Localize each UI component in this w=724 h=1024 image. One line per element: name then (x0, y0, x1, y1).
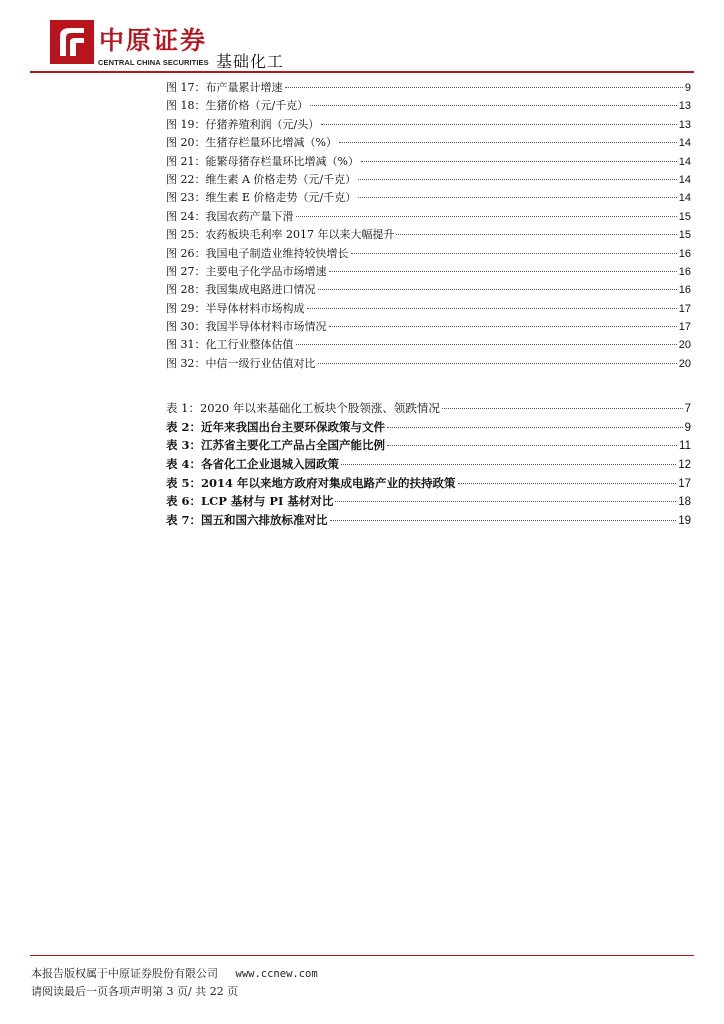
figure-toc-entry[interactable] (166, 281, 691, 299)
figure-toc-entry[interactable] (166, 116, 691, 134)
figure-toc-entry[interactable] (166, 336, 691, 354)
figure-toc-entry-label: 图 26：我国电子制造业维持较快增长 (166, 246, 349, 260)
figure-toc-entry-label: 图 23：维生素 E 价格走势（元/千克） (166, 191, 357, 205)
dot-leader (285, 87, 683, 88)
figure-toc-entry[interactable] (166, 171, 691, 189)
report-section-title: 基础化工 (216, 52, 285, 71)
dot-leader (358, 197, 677, 198)
table-toc-entry-page-number: 19 (678, 515, 691, 528)
dot-leader (358, 179, 677, 180)
table-toc-entry-label: 表 1：2020 年以来基础化工板块个股领涨、领跌情况 (166, 401, 440, 415)
table-toc-entry-label: 表 2：近年来我国出台主要环保政策与文件 (166, 419, 386, 434)
figure-toc-entry[interactable] (166, 79, 691, 97)
figure-toc-entry-page-number: 16 (678, 265, 691, 278)
figure-toc-entry-label: 图 21：能繁母猪存栏量环比增减（%） (166, 154, 359, 168)
table-toc-entry-label: 表 5：2014 年以来地方政府对集成电路产业的扶持政策 (166, 475, 456, 490)
dot-leader (310, 105, 677, 106)
figure-toc-entry-label: 图 17：布产量累计增速 (166, 81, 283, 94)
figure-toc-entry[interactable] (166, 226, 691, 244)
page-header (0, 0, 724, 78)
figure-toc-entry-page-number: 16 (678, 284, 691, 297)
figure-toc-entry-label: 图 27：主要电子化学品市场增速 (166, 264, 327, 278)
table-toc-entry-page-number: 9 (684, 421, 691, 434)
figure-toc-entry-label: 图 28：我国集成电路进口情况 (166, 283, 316, 297)
dot-leader (396, 234, 676, 235)
company-logo-icon (50, 20, 94, 64)
figure-toc-entry-page-number: 14 (678, 192, 691, 205)
dot-leader (307, 308, 677, 309)
figure-toc-entry[interactable] (166, 263, 691, 281)
dot-leader (321, 124, 677, 125)
figure-toc-entry[interactable] (166, 189, 691, 207)
figure-toc-entry-label: 图 25：农药板块毛利率 2017 年以来大幅提升 (166, 228, 395, 242)
dot-leader (318, 363, 677, 364)
figure-toc-entry-label: 图 19：仔猪养殖利润（元/头） (166, 117, 320, 131)
figure-toc-entry-page-number: 17 (678, 321, 691, 334)
table-toc-entry-page-number: 7 (684, 403, 691, 415)
dot-leader (442, 408, 683, 409)
figure-toc-entry-page-number: 15 (678, 210, 691, 223)
dot-leader (339, 142, 677, 143)
table-list (166, 399, 691, 530)
footer-copyright: 本报告版权属于中原证券股份有限公司 (31, 967, 218, 980)
footer-notice: 请阅读最后一页各项声明第 3 页/ 共 22 页 (31, 985, 239, 998)
figure-toc-entry-page-number: 17 (678, 302, 691, 315)
header-divider (30, 71, 694, 73)
figure-toc-entry[interactable] (166, 355, 691, 373)
dot-leader (329, 326, 677, 327)
figure-toc-entry-page-number: 13 (678, 118, 691, 131)
figure-toc-entry[interactable] (166, 134, 691, 152)
dot-leader (335, 501, 676, 502)
footer-copyright-line (31, 965, 318, 981)
table-toc-entry[interactable] (166, 455, 691, 474)
table-toc-entry[interactable] (166, 474, 691, 493)
dot-leader (361, 161, 677, 162)
figure-list (166, 79, 691, 373)
dot-leader (296, 216, 677, 217)
table-toc-entry[interactable] (166, 436, 691, 455)
table-toc-entry-label: 表 4：各省化工企业退城入园政策 (166, 457, 340, 472)
figure-toc-entry-page-number: 9 (684, 82, 691, 94)
figure-toc-entry[interactable] (166, 245, 691, 263)
dot-leader (296, 344, 677, 345)
table-toc-entry-page-number: 12 (678, 459, 691, 472)
figure-toc-entry-label: 图 29：半导体材料市场构成 (166, 301, 305, 315)
dot-leader (387, 427, 683, 428)
dot-leader (387, 445, 677, 446)
figure-toc-entry[interactable] (166, 318, 691, 336)
figure-toc-entry-label: 图 32：中信一级行业估值对比 (166, 356, 316, 370)
figure-toc-entry-label: 图 20：生猪存栏量环比增减（%） (166, 136, 337, 150)
dot-leader (329, 271, 677, 272)
figure-toc-entry[interactable] (166, 208, 691, 226)
figure-toc-entry-page-number: 14 (678, 137, 691, 150)
figure-toc-entry-label: 图 22：维生素 A 价格走势（元/千克） (166, 172, 357, 186)
table-toc-entry[interactable] (166, 399, 691, 418)
figure-toc-entry[interactable] (166, 300, 691, 318)
table-toc-entry[interactable] (166, 511, 691, 530)
figure-toc-entry-label: 图 30：我国半导体材料市场情况 (166, 320, 327, 334)
figure-toc-entry-page-number: 16 (678, 247, 691, 260)
footer-divider (30, 955, 694, 956)
company-name-en: CENTRAL CHINA SECURITIES (98, 58, 209, 67)
table-toc-entry-label: 表 7：国五和国六排放标准对比 (166, 513, 328, 528)
footer-website-link[interactable]: www.ccnew.com (235, 968, 318, 980)
figure-toc-entry-page-number: 14 (678, 173, 691, 186)
table-toc-entry[interactable] (166, 418, 691, 437)
table-toc-entry-label: 表 6：LCP 基材与 PI 基材对比 (166, 494, 334, 509)
figure-toc-entry-page-number: 14 (678, 155, 691, 168)
figure-toc-entry[interactable] (166, 97, 691, 115)
dot-leader (341, 464, 676, 465)
dot-leader (330, 520, 677, 521)
figure-toc-entry-label: 图 18：生猪价格（元/千克） (166, 99, 309, 113)
table-toc-entry-page-number: 17 (678, 477, 691, 490)
dot-leader (458, 483, 677, 484)
table-toc-entry-label: 表 3：江苏省主要化工产品占全国产能比例 (166, 438, 386, 453)
figure-toc-entry-page-number: 13 (678, 100, 691, 113)
table-toc-entry[interactable] (166, 492, 691, 511)
figure-toc-entry-label: 图 31：化工行业整体估值 (166, 338, 294, 352)
company-name-cn: 中原证券 (99, 26, 208, 55)
figure-toc-entry-page-number: 20 (678, 357, 691, 370)
figure-toc-entry[interactable] (166, 153, 691, 171)
dot-leader (351, 253, 677, 254)
figure-toc-entry-label: 图 24：我国农药产量下滑 (166, 209, 294, 223)
table-toc-entry-page-number: 18 (678, 496, 691, 509)
figure-toc-entry-page-number: 20 (678, 339, 691, 352)
figure-toc-entry-page-number: 15 (678, 229, 691, 242)
dot-leader (318, 289, 677, 290)
table-toc-entry-page-number: 11 (679, 440, 691, 453)
